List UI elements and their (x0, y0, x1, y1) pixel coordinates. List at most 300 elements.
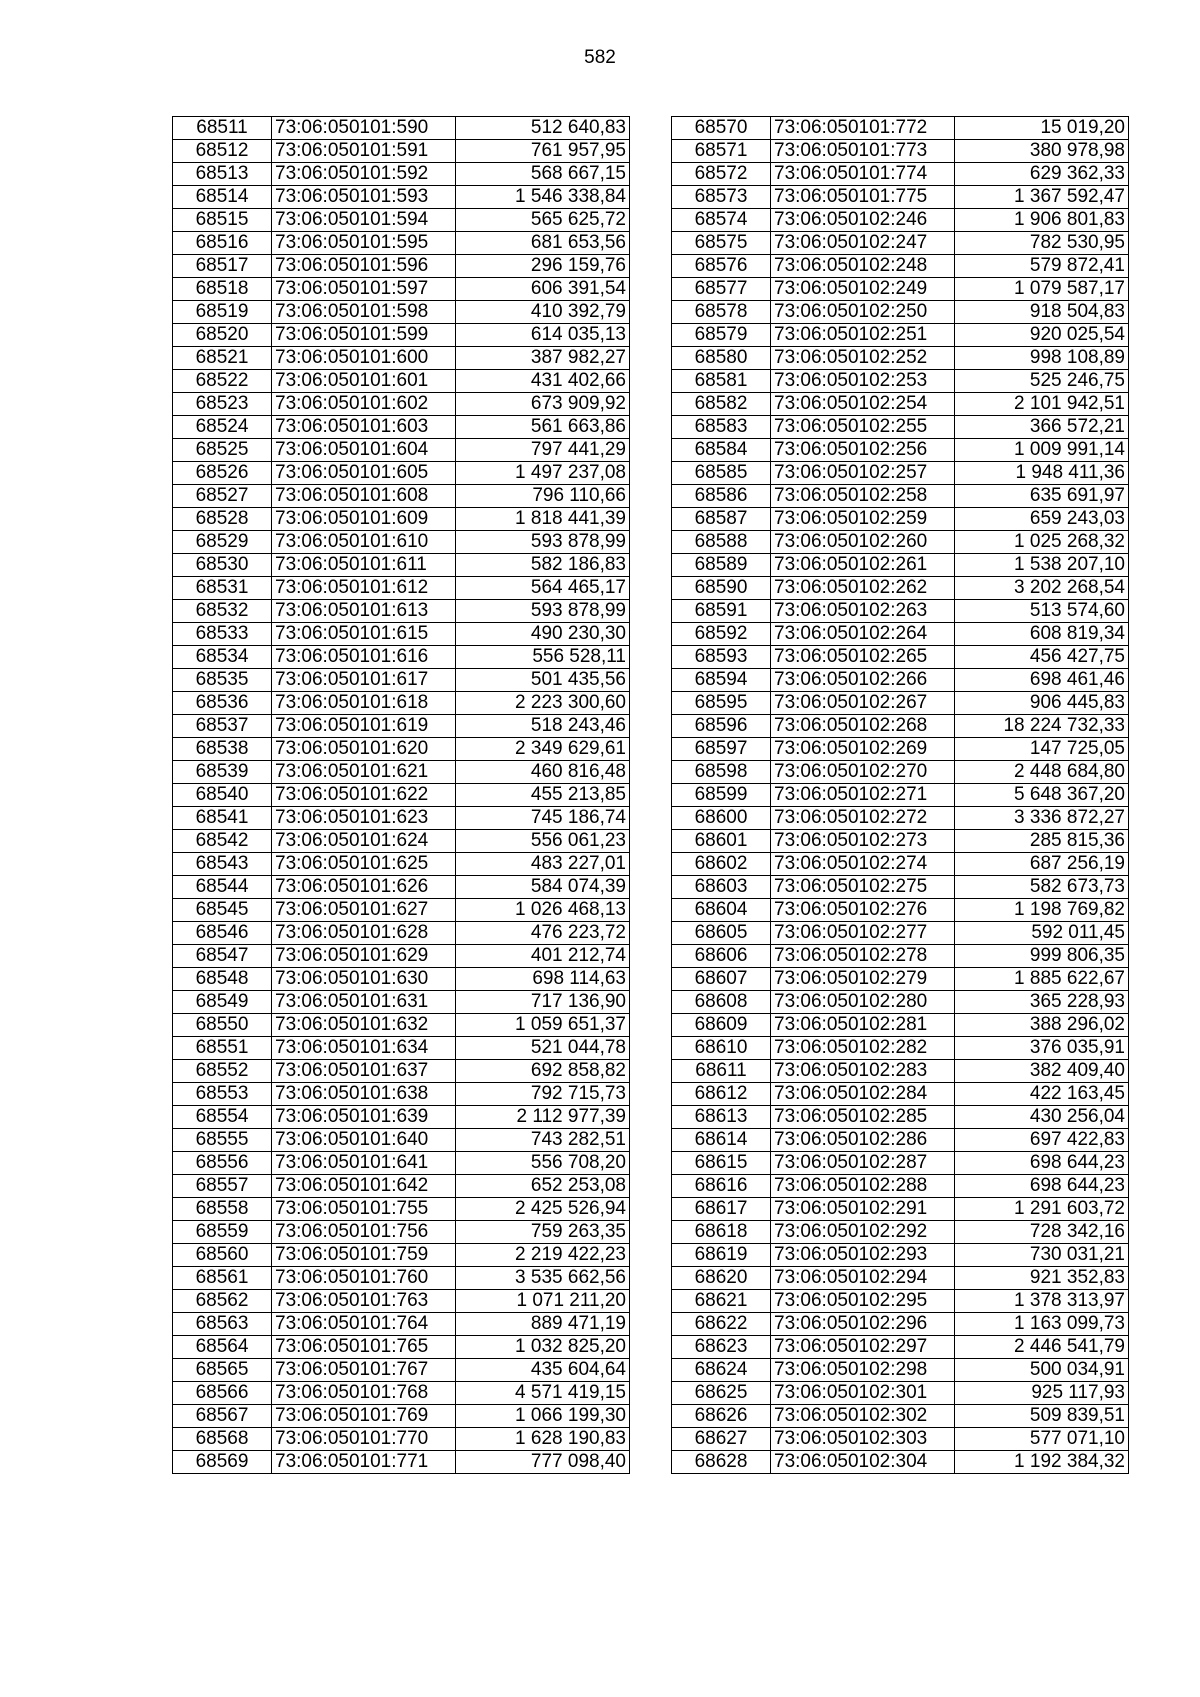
table-row (672, 1359, 1129, 1382)
table-row (672, 186, 1129, 209)
table-row (672, 669, 1129, 692)
table-row (173, 462, 630, 485)
value-cell: 430 256,04 (955, 1106, 1129, 1129)
table-row (672, 1244, 1129, 1267)
value-cell: 521 044,78 (456, 1037, 630, 1060)
value-cell: 1 026 468,13 (456, 899, 630, 922)
cadastral-number-cell: 73:06:050101:642 (272, 1175, 456, 1198)
cadastral-number-cell: 73:06:050102:283 (771, 1060, 955, 1083)
registry-table-right (671, 116, 1129, 1474)
cadastral-number-cell: 73:06:050101:597 (272, 278, 456, 301)
row-number-cell: 68589 (672, 554, 771, 577)
value-cell: 4 571 419,15 (456, 1382, 630, 1405)
value-cell: 1 546 338,84 (456, 186, 630, 209)
table-row (173, 876, 630, 899)
table-row (672, 646, 1129, 669)
row-number-cell: 68600 (672, 807, 771, 830)
value-cell: 921 352,83 (955, 1267, 1129, 1290)
value-cell: 564 465,17 (456, 577, 630, 600)
cadastral-number-cell: 73:06:050101:596 (272, 255, 456, 278)
value-cell: 2 425 526,94 (456, 1198, 630, 1221)
row-number-cell: 68593 (672, 646, 771, 669)
table-row (173, 1428, 630, 1451)
table-row (173, 715, 630, 738)
row-number-cell: 68572 (672, 163, 771, 186)
row-number-cell: 68560 (173, 1244, 272, 1267)
table-row (672, 140, 1129, 163)
value-cell: 512 640,83 (456, 117, 630, 140)
row-number-cell: 68532 (173, 600, 272, 623)
row-number-cell: 68605 (672, 922, 771, 945)
value-cell: 635 691,97 (955, 485, 1129, 508)
cadastral-number-cell: 73:06:050101:771 (272, 1451, 456, 1474)
value-cell: 614 035,13 (456, 324, 630, 347)
value-cell: 652 253,08 (456, 1175, 630, 1198)
value-cell: 697 422,83 (955, 1129, 1129, 1152)
table-row (672, 508, 1129, 531)
row-number-cell: 68580 (672, 347, 771, 370)
table-row (672, 991, 1129, 1014)
value-cell: 1 163 099,73 (955, 1313, 1129, 1336)
row-number-cell: 68617 (672, 1198, 771, 1221)
cadastral-number-cell: 73:06:050102:297 (771, 1336, 955, 1359)
value-cell: 568 667,15 (456, 163, 630, 186)
row-number-cell: 68614 (672, 1129, 771, 1152)
table-row (672, 692, 1129, 715)
cadastral-number-cell: 73:06:050102:253 (771, 370, 955, 393)
table-row (672, 600, 1129, 623)
table-row (672, 347, 1129, 370)
value-cell: 1 948 411,36 (955, 462, 1129, 485)
cadastral-number-cell: 73:06:050102:276 (771, 899, 955, 922)
cadastral-number-cell: 73:06:050102:268 (771, 715, 955, 738)
row-number-cell: 68566 (173, 1382, 272, 1405)
value-cell: 2 101 942,51 (955, 393, 1129, 416)
table-row (173, 117, 630, 140)
row-number-cell: 68531 (173, 577, 272, 600)
table-row (173, 209, 630, 232)
value-cell: 1 497 237,08 (456, 462, 630, 485)
value-cell: 382 409,40 (955, 1060, 1129, 1083)
value-cell: 593 878,99 (456, 531, 630, 554)
row-number-cell: 68514 (173, 186, 272, 209)
value-cell: 1 059 651,37 (456, 1014, 630, 1037)
table-row (173, 830, 630, 853)
row-number-cell: 68554 (173, 1106, 272, 1129)
row-number-cell: 68596 (672, 715, 771, 738)
cadastral-number-cell: 73:06:050101:618 (272, 692, 456, 715)
table-row (173, 991, 630, 1014)
table-row (173, 347, 630, 370)
table-row (173, 784, 630, 807)
table-row (672, 899, 1129, 922)
table-row (672, 1014, 1129, 1037)
row-number-cell: 68579 (672, 324, 771, 347)
row-number-cell: 68611 (672, 1060, 771, 1083)
cadastral-number-cell: 73:06:050102:247 (771, 232, 955, 255)
row-number-cell: 68599 (672, 784, 771, 807)
value-cell: 743 282,51 (456, 1129, 630, 1152)
row-number-cell: 68529 (173, 531, 272, 554)
cadastral-number-cell: 73:06:050101:775 (771, 186, 955, 209)
table-row (173, 922, 630, 945)
value-cell: 918 504,83 (955, 301, 1129, 324)
value-cell: 431 402,66 (456, 370, 630, 393)
table-row (672, 715, 1129, 738)
row-number-cell: 68559 (173, 1221, 272, 1244)
cadastral-number-cell: 73:06:050101:638 (272, 1083, 456, 1106)
value-cell: 592 011,45 (955, 922, 1129, 945)
row-number-cell: 68538 (173, 738, 272, 761)
table-row (173, 577, 630, 600)
row-number-cell: 68558 (173, 1198, 272, 1221)
table-row (173, 646, 630, 669)
table-row (672, 531, 1129, 554)
table-row (672, 1382, 1129, 1405)
cadastral-number-cell: 73:06:050101:772 (771, 117, 955, 140)
table-row (173, 370, 630, 393)
row-number-cell: 68562 (173, 1290, 272, 1313)
row-number-cell: 68548 (173, 968, 272, 991)
value-cell: 1 628 190,83 (456, 1428, 630, 1451)
value-cell: 401 212,74 (456, 945, 630, 968)
table-row (672, 324, 1129, 347)
row-number-cell: 68623 (672, 1336, 771, 1359)
row-number-cell: 68525 (173, 439, 272, 462)
cadastral-number-cell: 73:06:050102:274 (771, 853, 955, 876)
cadastral-number-cell: 73:06:050102:252 (771, 347, 955, 370)
cadastral-number-cell: 73:06:050102:263 (771, 600, 955, 623)
row-number-cell: 68546 (173, 922, 272, 945)
row-number-cell: 68582 (672, 393, 771, 416)
cadastral-number-cell: 73:06:050102:260 (771, 531, 955, 554)
table-row (173, 945, 630, 968)
table-row (173, 1106, 630, 1129)
value-cell: 285 815,36 (955, 830, 1129, 853)
cadastral-number-cell: 73:06:050102:266 (771, 669, 955, 692)
row-number-cell: 68598 (672, 761, 771, 784)
table-row (173, 393, 630, 416)
value-cell: 582 186,83 (456, 554, 630, 577)
value-cell: 518 243,46 (456, 715, 630, 738)
table-row (173, 186, 630, 209)
row-number-cell: 68520 (173, 324, 272, 347)
cadastral-number-cell: 73:06:050101:768 (272, 1382, 456, 1405)
row-number-cell: 68567 (173, 1405, 272, 1428)
table-row (173, 1060, 630, 1083)
cadastral-number-cell: 73:06:050101:628 (272, 922, 456, 945)
value-cell: 593 878,99 (456, 600, 630, 623)
value-cell: 1 025 268,32 (955, 531, 1129, 554)
table-row (173, 1037, 630, 1060)
cadastral-number-cell: 73:06:050102:292 (771, 1221, 955, 1244)
row-number-cell: 68606 (672, 945, 771, 968)
table-row (173, 899, 630, 922)
table-row (173, 140, 630, 163)
table-row (672, 278, 1129, 301)
value-cell: 998 108,89 (955, 347, 1129, 370)
cadastral-number-cell: 73:06:050101:616 (272, 646, 456, 669)
cadastral-number-cell: 73:06:050101:612 (272, 577, 456, 600)
table-row (672, 393, 1129, 416)
cadastral-number-cell: 73:06:050102:293 (771, 1244, 955, 1267)
table-row (672, 1313, 1129, 1336)
cadastral-number-cell: 73:06:050102:269 (771, 738, 955, 761)
row-number-cell: 68568 (173, 1428, 272, 1451)
value-cell: 698 644,23 (955, 1152, 1129, 1175)
value-cell: 460 816,48 (456, 761, 630, 784)
cadastral-number-cell: 73:06:050101:626 (272, 876, 456, 899)
row-number-cell: 68557 (173, 1175, 272, 1198)
value-cell: 2 448 684,80 (955, 761, 1129, 784)
row-number-cell: 68618 (672, 1221, 771, 1244)
row-number-cell: 68621 (672, 1290, 771, 1313)
value-cell: 15 019,20 (955, 117, 1129, 140)
row-number-cell: 68578 (672, 301, 771, 324)
cadastral-number-cell: 73:06:050102:257 (771, 462, 955, 485)
value-cell: 509 839,51 (955, 1405, 1129, 1428)
cadastral-number-cell: 73:06:050102:298 (771, 1359, 955, 1382)
row-number-cell: 68602 (672, 853, 771, 876)
cadastral-number-cell: 73:06:050101:760 (272, 1267, 456, 1290)
row-number-cell: 68551 (173, 1037, 272, 1060)
cadastral-number-cell: 73:06:050101:630 (272, 968, 456, 991)
value-cell: 906 445,83 (955, 692, 1129, 715)
row-number-cell: 68608 (672, 991, 771, 1014)
row-number-cell: 68528 (173, 508, 272, 531)
cadastral-number-cell: 73:06:050101:620 (272, 738, 456, 761)
cadastral-number-cell: 73:06:050101:601 (272, 370, 456, 393)
value-cell: 366 572,21 (955, 416, 1129, 439)
cadastral-number-cell: 73:06:050101:610 (272, 531, 456, 554)
table-row (173, 324, 630, 347)
row-number-cell: 68571 (672, 140, 771, 163)
table-row (173, 600, 630, 623)
value-cell: 456 427,75 (955, 646, 1129, 669)
cadastral-number-cell: 73:06:050101:593 (272, 186, 456, 209)
row-number-cell: 68544 (173, 876, 272, 899)
value-cell: 2 219 422,23 (456, 1244, 630, 1267)
value-cell: 1 291 603,72 (955, 1198, 1129, 1221)
value-cell: 476 223,72 (456, 922, 630, 945)
row-number-cell: 68565 (173, 1359, 272, 1382)
cadastral-number-cell: 73:06:050102:288 (771, 1175, 955, 1198)
cadastral-number-cell: 73:06:050102:285 (771, 1106, 955, 1129)
table-row (672, 1129, 1129, 1152)
cadastral-number-cell: 73:06:050102:296 (771, 1313, 955, 1336)
value-cell: 1 198 769,82 (955, 899, 1129, 922)
row-number-cell: 68594 (672, 669, 771, 692)
value-cell: 1 032 825,20 (456, 1336, 630, 1359)
table-row (672, 876, 1129, 899)
table-row (173, 416, 630, 439)
row-number-cell: 68530 (173, 554, 272, 577)
row-number-cell: 68516 (173, 232, 272, 255)
cadastral-number-cell: 73:06:050101:764 (272, 1313, 456, 1336)
row-number-cell: 68564 (173, 1336, 272, 1359)
row-number-cell: 68526 (173, 462, 272, 485)
row-number-cell: 68610 (672, 1037, 771, 1060)
value-cell: 889 471,19 (456, 1313, 630, 1336)
table-row (173, 1267, 630, 1290)
value-cell: 1 885 622,67 (955, 968, 1129, 991)
cadastral-number-cell: 73:06:050102:277 (771, 922, 955, 945)
cadastral-number-cell: 73:06:050102:302 (771, 1405, 955, 1428)
value-cell: 777 098,40 (456, 1451, 630, 1474)
value-cell: 490 230,30 (456, 623, 630, 646)
cadastral-number-cell: 73:06:050101:765 (272, 1336, 456, 1359)
row-number-cell: 68574 (672, 209, 771, 232)
cadastral-number-cell: 73:06:050101:631 (272, 991, 456, 1014)
row-number-cell: 68563 (173, 1313, 272, 1336)
table-row (173, 692, 630, 715)
cadastral-number-cell: 73:06:050101:637 (272, 1060, 456, 1083)
table-row (672, 1336, 1129, 1359)
row-number-cell: 68595 (672, 692, 771, 715)
value-cell: 3 535 662,56 (456, 1267, 630, 1290)
value-cell: 455 213,85 (456, 784, 630, 807)
cadastral-number-cell: 73:06:050102:275 (771, 876, 955, 899)
cadastral-number-cell: 73:06:050102:304 (771, 1451, 955, 1474)
row-number-cell: 68561 (173, 1267, 272, 1290)
cadastral-number-cell: 73:06:050101:603 (272, 416, 456, 439)
row-number-cell: 68626 (672, 1405, 771, 1428)
row-number-cell: 68587 (672, 508, 771, 531)
table-row (672, 577, 1129, 600)
table-row (672, 1060, 1129, 1083)
value-cell: 296 159,76 (456, 255, 630, 278)
row-number-cell: 68549 (173, 991, 272, 1014)
table-row (173, 1336, 630, 1359)
value-cell: 792 715,73 (456, 1083, 630, 1106)
cadastral-number-cell: 73:06:050101:623 (272, 807, 456, 830)
row-number-cell: 68616 (672, 1175, 771, 1198)
cadastral-number-cell: 73:06:050101:608 (272, 485, 456, 508)
row-number-cell: 68570 (672, 117, 771, 140)
table-row (672, 209, 1129, 232)
row-number-cell: 68521 (173, 347, 272, 370)
row-number-cell: 68522 (173, 370, 272, 393)
table-row (173, 278, 630, 301)
value-cell: 759 263,35 (456, 1221, 630, 1244)
cadastral-number-cell: 73:06:050101:611 (272, 554, 456, 577)
cadastral-number-cell: 73:06:050102:267 (771, 692, 955, 715)
value-cell: 1 367 592,47 (955, 186, 1129, 209)
cadastral-number-cell: 73:06:050102:250 (771, 301, 955, 324)
value-cell: 730 031,21 (955, 1244, 1129, 1267)
cadastral-number-cell: 73:06:050101:770 (272, 1428, 456, 1451)
value-cell: 422 163,45 (955, 1083, 1129, 1106)
value-cell: 2 446 541,79 (955, 1336, 1129, 1359)
table-row (672, 485, 1129, 508)
value-cell: 584 074,39 (456, 876, 630, 899)
table-row (173, 1083, 630, 1106)
table-row (173, 761, 630, 784)
row-number-cell: 68550 (173, 1014, 272, 1037)
value-cell: 608 819,34 (955, 623, 1129, 646)
table-row (672, 738, 1129, 761)
row-number-cell: 68541 (173, 807, 272, 830)
row-number-cell: 68597 (672, 738, 771, 761)
row-number-cell: 68615 (672, 1152, 771, 1175)
cadastral-number-cell: 73:06:050101:595 (272, 232, 456, 255)
table-row (672, 945, 1129, 968)
cadastral-number-cell: 73:06:050101:621 (272, 761, 456, 784)
row-number-cell: 68622 (672, 1313, 771, 1336)
cadastral-number-cell: 73:06:050102:278 (771, 945, 955, 968)
value-cell: 556 528,11 (456, 646, 630, 669)
cadastral-number-cell: 73:06:050101:625 (272, 853, 456, 876)
cadastral-number-cell: 73:06:050101:613 (272, 600, 456, 623)
table-row (672, 761, 1129, 784)
value-cell: 681 653,56 (456, 232, 630, 255)
cadastral-number-cell: 73:06:050101:609 (272, 508, 456, 531)
row-number-cell: 68536 (173, 692, 272, 715)
cadastral-number-cell: 73:06:050101:756 (272, 1221, 456, 1244)
table-row (173, 1198, 630, 1221)
value-cell: 525 246,75 (955, 370, 1129, 393)
cadastral-number-cell: 73:06:050101:767 (272, 1359, 456, 1382)
cadastral-number-cell: 73:06:050102:273 (771, 830, 955, 853)
cadastral-number-cell: 73:06:050101:774 (771, 163, 955, 186)
row-number-cell: 68513 (173, 163, 272, 186)
cadastral-number-cell: 73:06:050101:641 (272, 1152, 456, 1175)
row-number-cell: 68583 (672, 416, 771, 439)
value-cell: 387 982,27 (456, 347, 630, 370)
row-number-cell: 68584 (672, 439, 771, 462)
table-row (173, 255, 630, 278)
cadastral-number-cell: 73:06:050101:617 (272, 669, 456, 692)
row-number-cell: 68524 (173, 416, 272, 439)
table-row (672, 1083, 1129, 1106)
table-row (173, 669, 630, 692)
value-cell: 761 957,95 (456, 140, 630, 163)
cadastral-number-cell: 73:06:050102:246 (771, 209, 955, 232)
row-number-cell: 68577 (672, 278, 771, 301)
cadastral-number-cell: 73:06:050102:248 (771, 255, 955, 278)
value-cell: 388 296,02 (955, 1014, 1129, 1037)
cadastral-number-cell: 73:06:050102:264 (771, 623, 955, 646)
cadastral-number-cell: 73:06:050102:301 (771, 1382, 955, 1405)
cadastral-number-cell: 73:06:050102:258 (771, 485, 955, 508)
table-row (672, 623, 1129, 646)
table-row (173, 1359, 630, 1382)
cadastral-number-cell: 73:06:050102:281 (771, 1014, 955, 1037)
row-number-cell: 68585 (672, 462, 771, 485)
row-number-cell: 68535 (173, 669, 272, 692)
row-number-cell: 68517 (173, 255, 272, 278)
cadastral-number-cell: 73:06:050101:600 (272, 347, 456, 370)
table-row (672, 117, 1129, 140)
table-row (173, 1129, 630, 1152)
table-row (173, 1175, 630, 1198)
table-row (173, 1382, 630, 1405)
value-cell: 2 112 977,39 (456, 1106, 630, 1129)
table-row (173, 1290, 630, 1313)
row-number-cell: 68601 (672, 830, 771, 853)
value-cell: 579 872,41 (955, 255, 1129, 278)
cadastral-number-cell: 73:06:050101:639 (272, 1106, 456, 1129)
cadastral-number-cell: 73:06:050102:291 (771, 1198, 955, 1221)
cadastral-number-cell: 73:06:050101:759 (272, 1244, 456, 1267)
value-cell: 435 604,64 (456, 1359, 630, 1382)
cadastral-number-cell: 73:06:050101:594 (272, 209, 456, 232)
cadastral-number-cell: 73:06:050101:605 (272, 462, 456, 485)
value-cell: 1 066 199,30 (456, 1405, 630, 1428)
value-cell: 582 673,73 (955, 876, 1129, 899)
value-cell: 556 708,20 (456, 1152, 630, 1175)
row-number-cell: 68586 (672, 485, 771, 508)
